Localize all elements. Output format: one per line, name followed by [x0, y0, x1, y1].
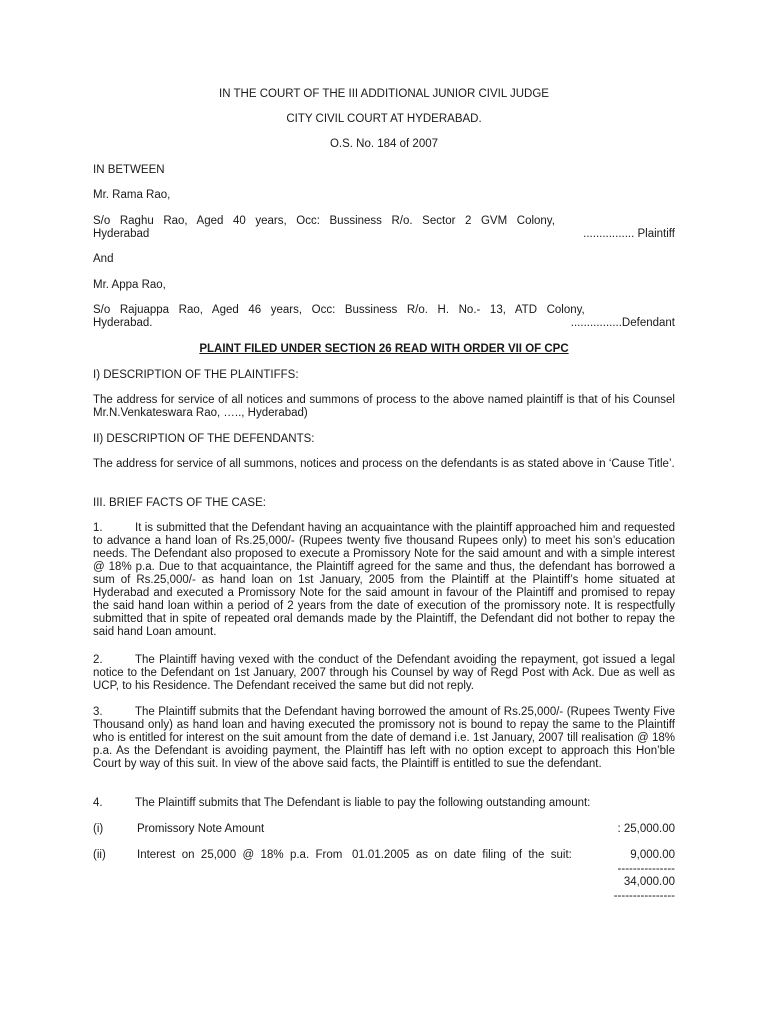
amount-row-principal [93, 823, 675, 836]
paragraph-1-number: 1. [93, 522, 103, 534]
total-amount: 34,000.00 [623, 876, 675, 888]
defendant-city: Hyderabad. [93, 317, 153, 329]
defendant-details [93, 304, 675, 330]
plaintiff-details [93, 215, 675, 241]
paragraph-4-number: 4. [93, 797, 103, 809]
plaintiff-role-line [93, 228, 675, 241]
amount-row-interest-value: 9,000.00 [630, 849, 675, 861]
plaintiff-address-line: S/o Raghu Rao, Aged 40 years, Occ: Bussiness R/o. Sector 2 GVM Colony, [93, 215, 555, 227]
plaintiff-name: Mr. Rama Rao, [93, 189, 171, 201]
paragraph-4 [93, 797, 675, 810]
paragraph-3-text: The Plaintiff submits that the Defendant having borrowed the amount of Rs.25,000/- (Rupees Twenty Five Thousand only) as hand loan and having executed the promissory not is bound to repay the same to the Plaintiff who is entitled for interest on the suit amount from the date of demand i.e. 1st January, 2007 till realisation @ 18% p.a. As the Defendant is avoiding payment, the Plaintiff has left with no option except to approach this Hon’ble Court by way of this suit. In view of the above said facts, the Plaintiff is entitled to sue the defendant. [93, 706, 675, 770]
subtotal-rule: --------------- [617, 863, 675, 875]
section-defendants-heading: II) DESCRIPTION OF THE DEFENDANTS: [93, 433, 315, 445]
total-rule: ---------------- [613, 890, 675, 902]
section-plaintiffs-body: The address for service of all notices and summons of process to the above named plaintiff is that of his Counsel Mr.N.Venkateswara Rao, ….., Hyderabad) [93, 394, 675, 419]
amount-row-principal-label: (i) [93, 823, 104, 835]
and-label: And [93, 253, 114, 265]
defendant-name: Mr. Appa Rao, [93, 279, 166, 291]
paragraph-2-text: The Plaintiff having vexed with the conduct of the Defendant avoiding the repayment, got issued a legal notice to the Defendant on 1st January, 2007 through his Counsel by way of Regd Post with Ack. Due as well as UCP, to his Residence. The Defendant received the same but did not reply. [93, 654, 675, 692]
plaint-title: PLAINT FILED UNDER SECTION 26 READ WITH ORDER VII OF CPC [199, 343, 569, 355]
paragraph-3 [93, 706, 675, 771]
section-facts-heading: III. BRIEF FACTS OF THE CASE: [93, 497, 266, 509]
amount-row-principal-text: Promissory Note Amount [137, 823, 265, 835]
paragraph-3-number: 3. [93, 706, 103, 718]
paragraph-2 [93, 654, 675, 693]
paragraph-4-text: The Plaintiff submits that The Defendant is liable to pay the following outstanding amount: [135, 797, 591, 809]
paragraph-1 [93, 522, 675, 639]
paragraph-2-number: 2. [93, 654, 103, 666]
in-between-label: IN BETWEEN [93, 164, 165, 176]
court-heading: IN THE COURT OF THE III ADDITIONAL JUNIOR CIVIL JUDGE [219, 88, 549, 100]
amount-row-principal-value: : 25,000.00 [617, 823, 675, 835]
case-number: O.S. No. 184 of 2007 [329, 138, 439, 150]
defendant-role: ................Defendant [570, 317, 675, 329]
amount-row-interest [93, 849, 675, 862]
court-city: CITY CIVIL COURT AT HYDERABAD. [286, 113, 482, 125]
section-plaintiffs-heading: I) DESCRIPTION OF THE PLAINTIFFS: [93, 369, 299, 381]
plaintiff-city: Hyderabad [93, 228, 150, 240]
defendant-address-line: S/o Rajuappa Rao, Aged 46 years, Occ: Bussiness R/o. H. No.- 13, ATD Colony, [93, 304, 585, 316]
plaintiff-role: ................ Plaintiff [583, 228, 675, 240]
defendant-role-line [93, 317, 675, 330]
section-defendants-body: The address for service of all summons, notices and process on the defendants is as stated above in ‘Cause Title’. [93, 458, 675, 470]
amount-row-interest-label: (ii) [93, 849, 106, 861]
paragraph-1-text: It is submitted that the Defendant having an acquaintance with the plaintiff approached him and requested to advance a hand loan of Rs.25,000/- (Rupees twenty five thousand Rupees only) to meet his son’s education needs. The Defendant also proposed to execute a Promissory Note for the said amount and with a simple interest @ 18% p.a. Due to that acquaintance, the Plaintiff agreed for the same and thus, the defendant has borrowed a sum of Rs.25,000/- as hand loan on 1st January, 2005 from the Plaintiff at the Plaintiff’s home situated at Hyderabad and executed a Promissory Note for the said amount in favour of the Plaintiff and promised to repay the said hand loan within a period of 2 years from the date of execution of the promissory note. It is respectfully submitted that in spite of repeated oral demands made by the Plaintiff, the Defendant did not bother to repay the said hand Loan amount. [93, 522, 675, 638]
amount-row-interest-text: Interest on 25,000 @ 18% p.a. From 01.01.2005 as on date filing of the suit: [137, 849, 572, 861]
